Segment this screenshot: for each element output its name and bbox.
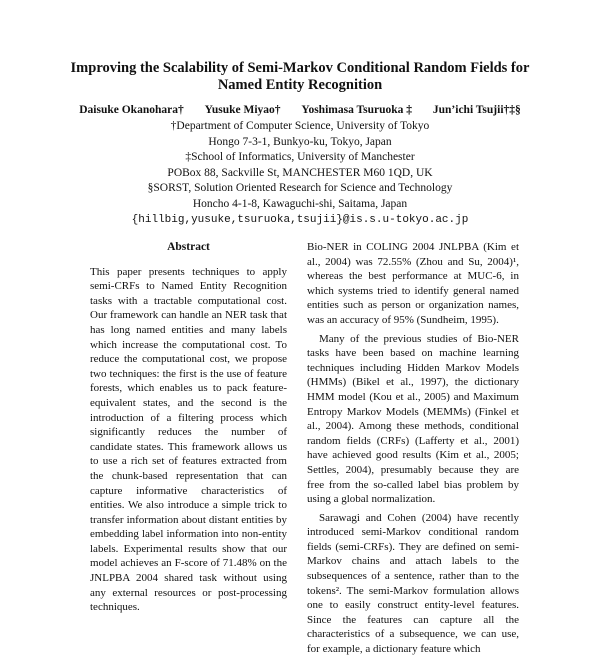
author-name: Yoshimasa Tsuruoka ‡ — [301, 104, 412, 116]
affiliation-line: Honcho 4-1-8, Kawaguchi-shi, Saitama, Japan — [192, 197, 408, 210]
left-column — [90, 240, 287, 615]
body-paragraph: Bio-NER in COLING 2004 JNLPBA (Kim et al., 2004) was 72.55% (Zhou and Su, 2004)¹, whereas the best performance at MUC-6, in which systems tried to identify general named entities such as person or organization names, was an accuracy of 95% (Sundheim, 1995). — [307, 241, 519, 326]
author-name: Yusuke Miyao† — [204, 104, 281, 116]
author-emails: {hillbig,yusuke,tsuruoka,tsujii}@is.s.u-tokyo.ac.jp — [131, 213, 469, 226]
affiliation-line: Hongo 7-3-1, Bunkyo-ku, Tokyo, Japan — [208, 135, 392, 148]
right-column — [307, 240, 519, 661]
author-list — [40, 103, 560, 118]
affiliation-line: †Department of Computer Science, University of Tokyo — [170, 120, 430, 132]
affiliation-line: POBox 88, Sackville St, MANCHESTER M60 1QD, UK — [167, 166, 433, 179]
abstract-heading: Abstract — [167, 241, 210, 253]
affiliation-line: §SORST, Solution Oriented Research for Science and Technology — [147, 182, 453, 195]
body-paragraph: Sarawagi and Cohen (2004) have recently introduced semi-Markov conditional random fields (semi-CRFs). They are defined on semi-Markov chains and attach labels to the subsequences of a sentence, rather than to the tokens². The semi-Markov formulation allows one to easily construct entity-level features. Since the features can capture all the characteristics of a subsequence, we can use, for example, a dictionary feature which — [307, 511, 519, 656]
paper-title: Improving the Scalability of Semi-Markov Conditional Random Fields for Named Entity Recognition — [70, 60, 530, 93]
author-name: Daisuke Okanohara† — [79, 104, 184, 116]
abstract-text: This paper presents techniques to apply semi-CRFs to Named Entity Recognition tasks with a tractable computational cost. Our framework can handle an NER task that has long named entities and many labels which increase the computational cost. To reduce the computational cost, we propose two techniques: the first is the use of feature forests, which enables us to pack feature-equivalent states, and the second is the introduction of a filtering process which significantly reduces the number of candidate states. This framework allows us to use a rich set of features extracted from the chunk-based representation that can capture informative characteristics of entities. We also introduce a simple trick to transfer information about distant entities by embedding label information into non-entity labels. Experimental results show that our model achieves an F-score of 71.48% on the JNLPBA 2004 shared task without using any external resources or post-processing techniques. — [90, 265, 287, 614]
affiliation-line: ‡School of Informatics, University of Manchester — [185, 151, 415, 164]
affiliations — [40, 119, 560, 228]
body-paragraph: Many of the previous studies of Bio-NER tasks have been based on machine learning techniques including Hidden Markov Models (HMMs) (Bikel et al., 1997), the dictionary HMM model (Kou et al., 2005) and Maximum Entropy Markov Models (MEMMs) (Finkel et al., 2004). Among these methods, conditional random fields (CRFs) (Lafferty et al., 2001) have achieved good results (Kim et al., 2005; Settles, 2004), presumably because they are free from the so-called label bias problem by using a global normalization. — [307, 332, 519, 506]
author-name: Jun’ichi Tsujii†‡§ — [432, 104, 521, 116]
